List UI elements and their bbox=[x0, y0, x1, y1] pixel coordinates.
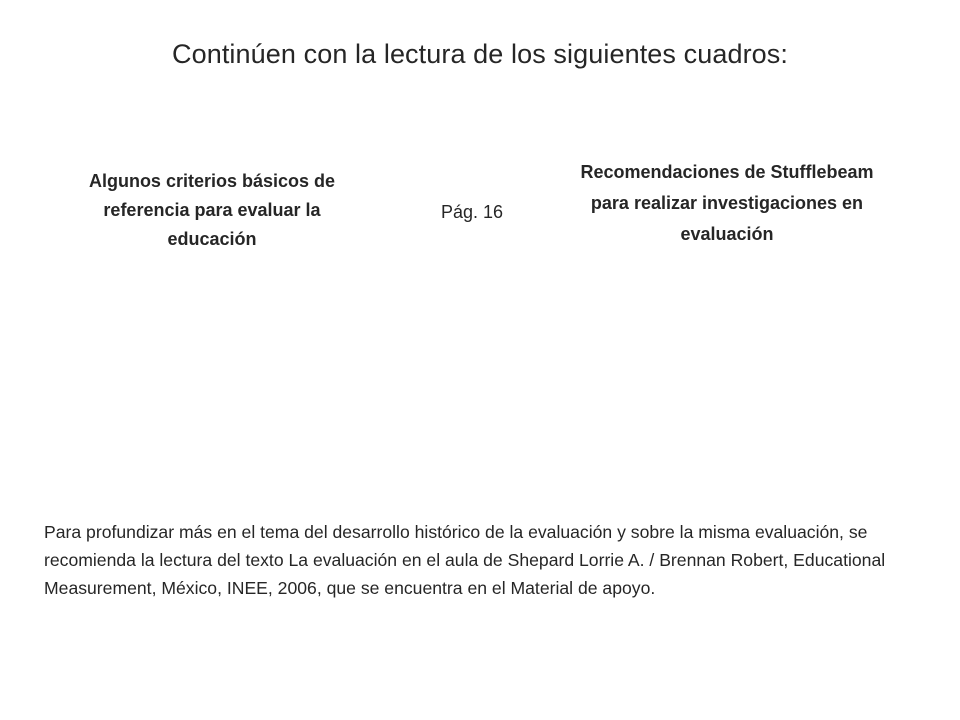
right-box-title: Recomendaciones de Stufflebeam para realizar investigaciones en evaluación bbox=[580, 162, 874, 244]
slide-title: Continúen con la lectura de los siguientes cuadros: bbox=[172, 39, 788, 69]
left-box-title: Algunos criterios básicos de referencia para evaluar la educación bbox=[88, 171, 336, 249]
body-paragraph: Para profundizar más en el tema del desarrollo histórico de la evaluación y sobre la misma evaluación, se recomienda la lectura del texto La evaluación en el aula de Shepard Lorrie A. / Brennan Robert, Educational Measurement, México, INEE, 2006, que se encuentra en el Material de apoyo. bbox=[44, 522, 886, 598]
page-reference: Pág. 16 bbox=[440, 202, 504, 222]
